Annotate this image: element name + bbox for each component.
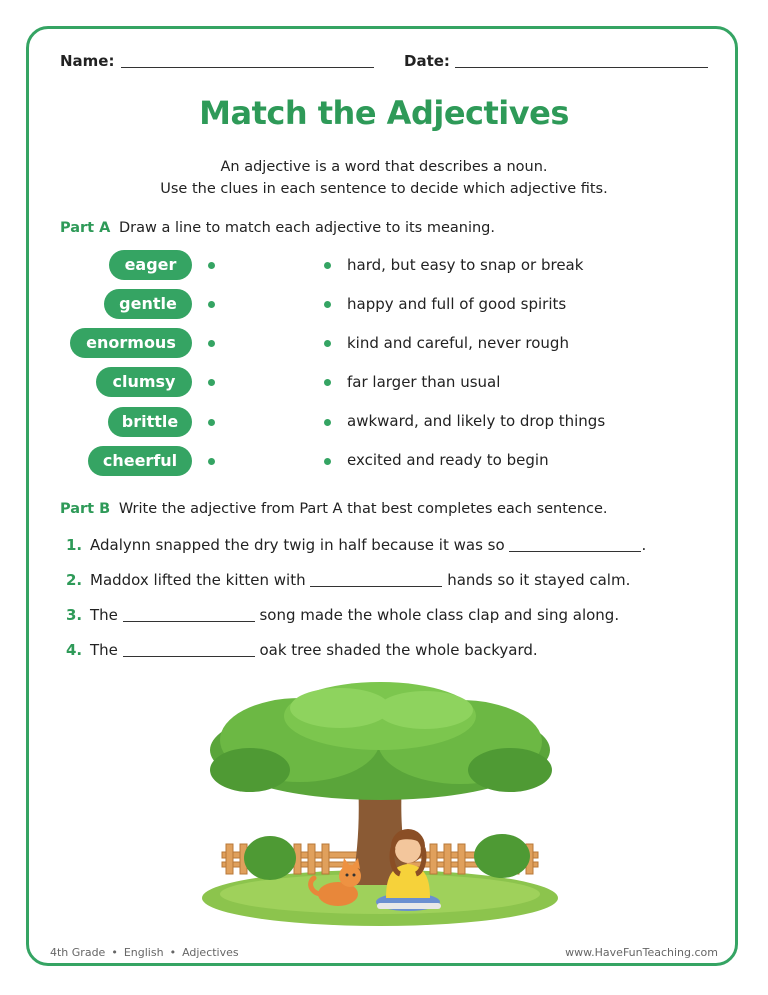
sentence-item	[66, 536, 646, 554]
meaning-text: far larger than usual	[347, 373, 501, 391]
intro-line-2: Use the clues in each sentence to decide which adjective fits.	[160, 181, 608, 197]
answer-blank[interactable]	[310, 572, 442, 587]
sentence-text-after: oak tree shaded the whole backyard.	[259, 641, 538, 659]
sentence-number: 1.	[66, 536, 83, 554]
footer-website[interactable]: www.HaveFunTeaching.com	[565, 946, 718, 959]
match-dot-right[interactable]	[324, 379, 331, 386]
match-dot-left[interactable]	[208, 458, 215, 465]
footer-grade: 4th Grade	[50, 946, 106, 959]
meaning-text: excited and ready to begin	[347, 451, 549, 469]
meaning-text: kind and careful, never rough	[347, 334, 569, 352]
match-dot-right[interactable]	[324, 340, 331, 347]
meaning-text: happy and full of good spirits	[347, 295, 567, 313]
sentence-text-after: hands so it stayed calm.	[447, 571, 631, 589]
match-dot-left[interactable]	[208, 419, 215, 426]
part-b-instruction: Write the adjective from Part A that best completes each sentence.	[118, 501, 608, 517]
match-dot-right[interactable]	[324, 262, 331, 269]
bush-right	[474, 834, 530, 878]
match-dot-left[interactable]	[208, 379, 215, 386]
tree-canopy	[210, 682, 552, 800]
sentence-number: 4.	[66, 641, 83, 659]
part-a-instruction: Draw a line to match each adjective to its meaning.	[118, 220, 495, 236]
sentence-text-after: .	[641, 536, 647, 554]
footer-topic: Adjectives	[182, 946, 239, 959]
bullet-separator: •	[169, 946, 177, 959]
sentence-text-after: song made the whole class clap and sing along.	[259, 606, 620, 624]
sentence-text-before: Maddox lifted the kitten with	[90, 571, 306, 589]
match-dot-left[interactable]	[208, 262, 215, 269]
answer-blank[interactable]	[123, 607, 255, 622]
name-label: Name:	[60, 52, 115, 70]
match-dot-left[interactable]	[208, 340, 215, 347]
adjective-pill: brittle	[108, 407, 192, 437]
sentence-text-before: The	[90, 641, 118, 659]
bullet-separator: •	[111, 946, 118, 959]
match-dot-right[interactable]	[324, 458, 331, 465]
sentence-item	[66, 641, 538, 659]
part-a-label: Part A	[60, 220, 111, 236]
match-dot-right[interactable]	[324, 301, 331, 308]
adjective-pill: enormous	[70, 328, 192, 358]
sentence-item	[66, 571, 630, 589]
part-a-heading	[60, 220, 495, 236]
adjective-pill: eager	[109, 250, 192, 280]
match-dot-left[interactable]	[208, 301, 215, 308]
match-dot-right[interactable]	[324, 419, 331, 426]
sentence-text-before: The	[90, 606, 118, 624]
tree-illustration	[190, 680, 570, 930]
sentence-text-before: Adalynn snapped the dry twig in half because it was so	[90, 536, 505, 554]
intro-text	[0, 156, 768, 200]
sentence-number: 2.	[66, 571, 83, 589]
sentence-number: 3.	[66, 606, 83, 624]
answer-blank[interactable]	[123, 642, 255, 657]
sentence-item	[66, 606, 619, 624]
meaning-text: awkward, and likely to drop things	[347, 412, 606, 430]
part-b-heading	[60, 501, 608, 517]
date-field-line[interactable]	[455, 67, 708, 68]
meaning-text: hard, but easy to snap or break	[347, 256, 584, 274]
date-label: Date:	[404, 52, 450, 70]
bush-left	[244, 836, 296, 880]
part-b-label: Part B	[60, 501, 111, 517]
intro-line-1: An adjective is a word that describes a noun.	[220, 159, 548, 175]
answer-blank[interactable]	[509, 537, 641, 552]
adjective-pill: clumsy	[96, 367, 192, 397]
adjective-pill: cheerful	[88, 446, 192, 476]
page-title: Match the Adjectives	[199, 94, 569, 132]
adjective-pill: gentle	[104, 289, 192, 319]
footer-meta	[50, 946, 239, 959]
name-field-line[interactable]	[121, 67, 374, 68]
footer-subject: English	[123, 946, 164, 959]
